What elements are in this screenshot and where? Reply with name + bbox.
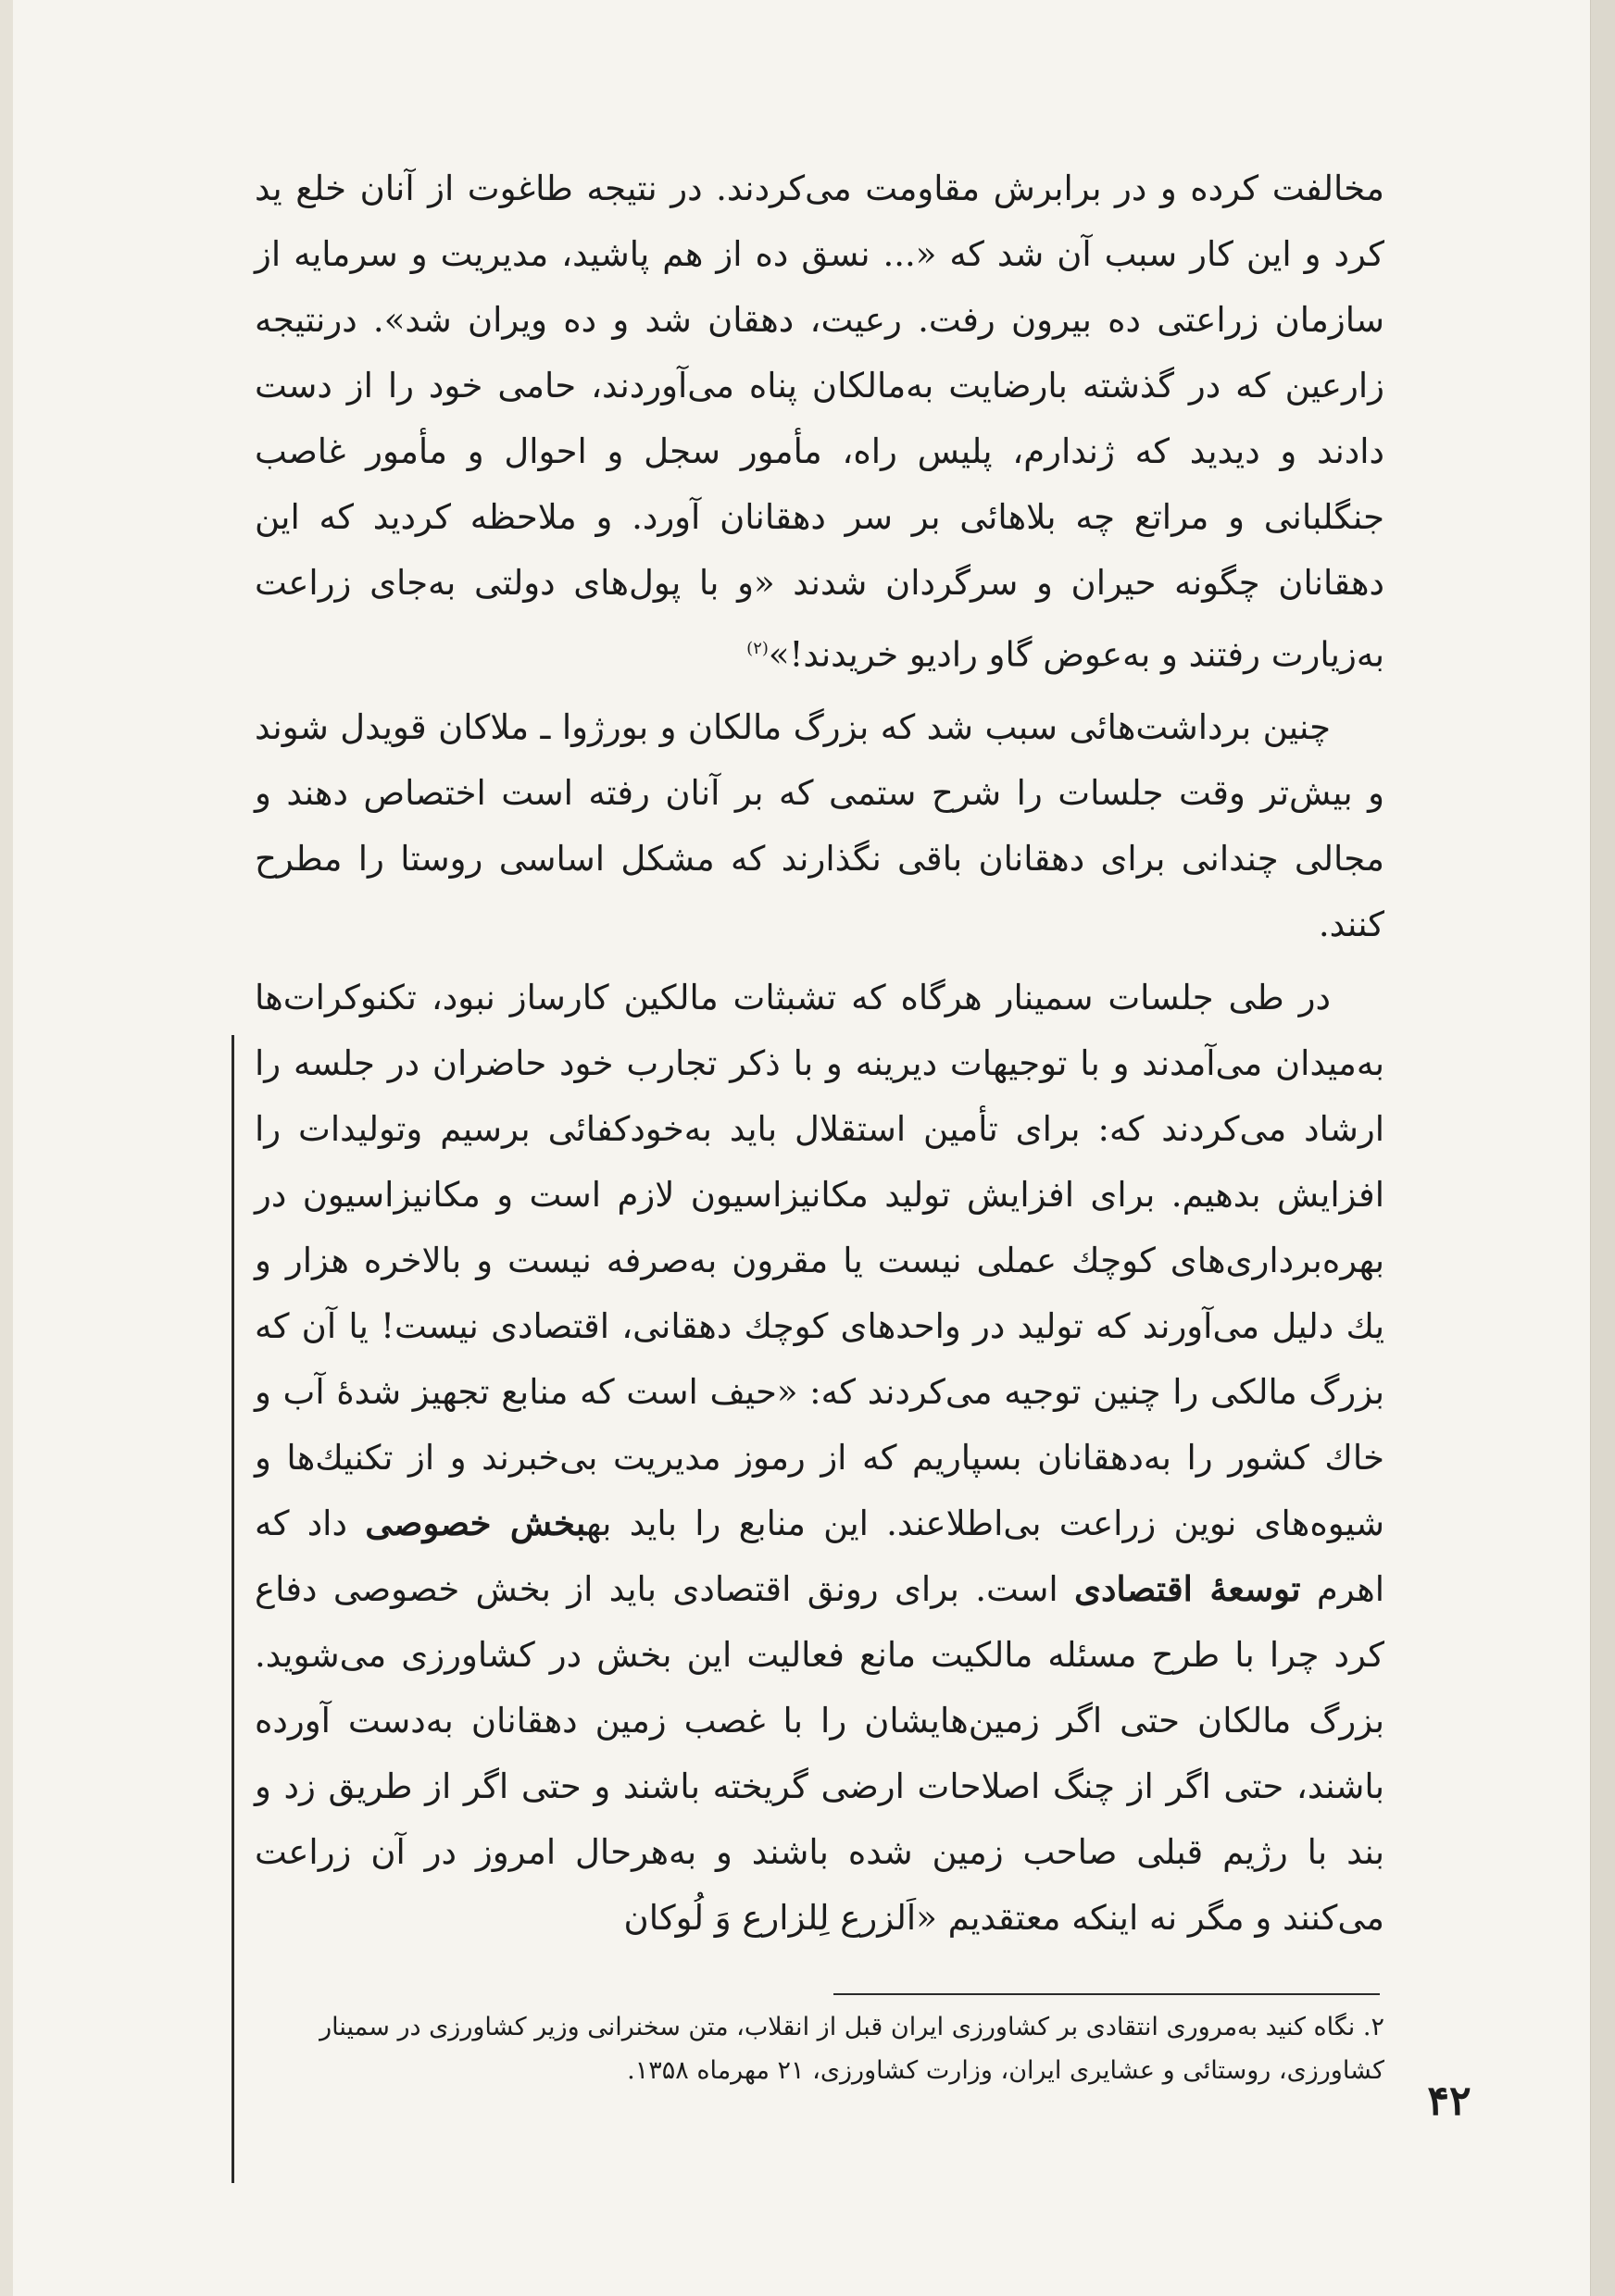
footnote: ۲. نگاه کنید به‌مروری انتقادی بر کشاورزی ایران قبل از انقلاب، متن سخنرانی وزیر کشاورزی در سمینار کشاورزی، روستائی و عشایری ایران، وزارت کشاورزی، ۲۱ مهرماه ۱۳۵۸.	[319, 2013, 1384, 2085]
paragraph-3-mid: داد که اهرم	[255, 1504, 1384, 1610]
margin-vertical-rule	[232, 1035, 234, 2183]
paragraph-3-rest: است. برای رونق اقتصادی باید از بخش خصوصی دفاع کرد چرا با طرح مسئله مالکیت مانع فعالیت این بخش در کشاورزی می‌شوید. بزرگ مالکان حتی اگر زمین‌هایشان را با غصب زمین دهقانان به‌دست آورده باشند، حتی اگر از چنگ اصلاحات ارضی گریخته باشند و حتی اگر از طریق زد و بند با رژیم قبلی صاحب زمین شده باشند و به‌هرحال امروز در آن زراعت می‌کنند و مگر نه اینکه معتقدیم «اَلزرع لِلزارع وَ لُوکان	[255, 1569, 1384, 1939]
page-edge-left	[0, 0, 13, 2296]
paragraph-1	[255, 156, 1384, 687]
paragraph-2: چنین برداشت‌هائی سبب شد که بزرگ مالکان و بورژوا ـ ملاکان قویدل شوند و بیش‌تر وقت جلسات را شرح ستمی که بر آنان رفته است اختصاص دهند و مجالی چندانی برای دهقانان باقی نگذارند که مشکل اساسی روستا را مطرح کنند.	[255, 707, 1384, 945]
paragraph-3	[255, 965, 1384, 1951]
page-number: ۴۲	[1427, 2078, 1471, 2125]
page-edge-right	[1590, 0, 1615, 2296]
paragraph-3-text: در طی جلسات سمینار هرگاه که تشبثات مالکین کارساز نبود، تکنوکرات‌ها به‌میدان می‌آمدند و با توجیهات دیرینه و با ذکر تجارب خود حاضران در جلسه را ارشاد می‌کردند که: برای تأمین استقلال باید به‌خودکفائی برسیم وتولیدات را افزایش بدهیم. برای افزایش تولید مکانیزاسیون لازم است و مکانیزاسیون در بهره‌برداری‌های کوچك عملی نیست یا مقرون به‌صرفه نیست و بالاخره هزار و یك دلیل می‌آورند که تولید در واحدهای کوچك دهقانی، اقتصادی نیست! یا آن که بزرگ مالکی را چنین توجیه می‌کردند که: «حیف است که منابع تجهیز شدهٔ آب و خاك کشور را به‌دهقانان بسپاریم که از رموز مدیریت بی‌خبرند و از تکنیك‌ها و شیوه‌های نوین زراعت بی‌اطلاعند. این منابع را باید به	[255, 978, 1384, 1544]
bold-phrase-private-sector: بخش خصوصی	[365, 1503, 587, 1544]
paragraph-1-text: مخالفت کرده و در برابرش مقاومت می‌کردند. در نتیجه طاغوت از آنان خلع ید کرد و این کار سبب آن شد که «... نسق ده از هم پاشید، مدیریت و سرمایه از سازمان زراعتی ده بیرون رفت. رعیت، دهقان شد و ده ویران شد». درنتیجه زارعین که در گذشته بارضایت به‌مالکان پناه می‌آوردند، حامی خود را از دست دادند و دیدید که ژندارم، پلیس راه، مأمور سجل و احوال و مأمور غاصب جنگلبانی و مراتع چه بلاهائی بر سر دهقانان آورد. و ملاحظه کردید که این دهقانان چگونه حیران و سرگردان شدند «و با پول‌های دولتی به‌جای زراعت به‌زیارت رفتند و به‌عوض گاو رادیو خریدند!»	[255, 168, 1384, 675]
footnote-reference: (۲)	[746, 639, 769, 658]
footnote-separator	[833, 1993, 1380, 1995]
bold-phrase-economic-development: توسعهٔ اقتصادی	[1074, 1568, 1301, 1610]
body-text	[255, 156, 1384, 1951]
